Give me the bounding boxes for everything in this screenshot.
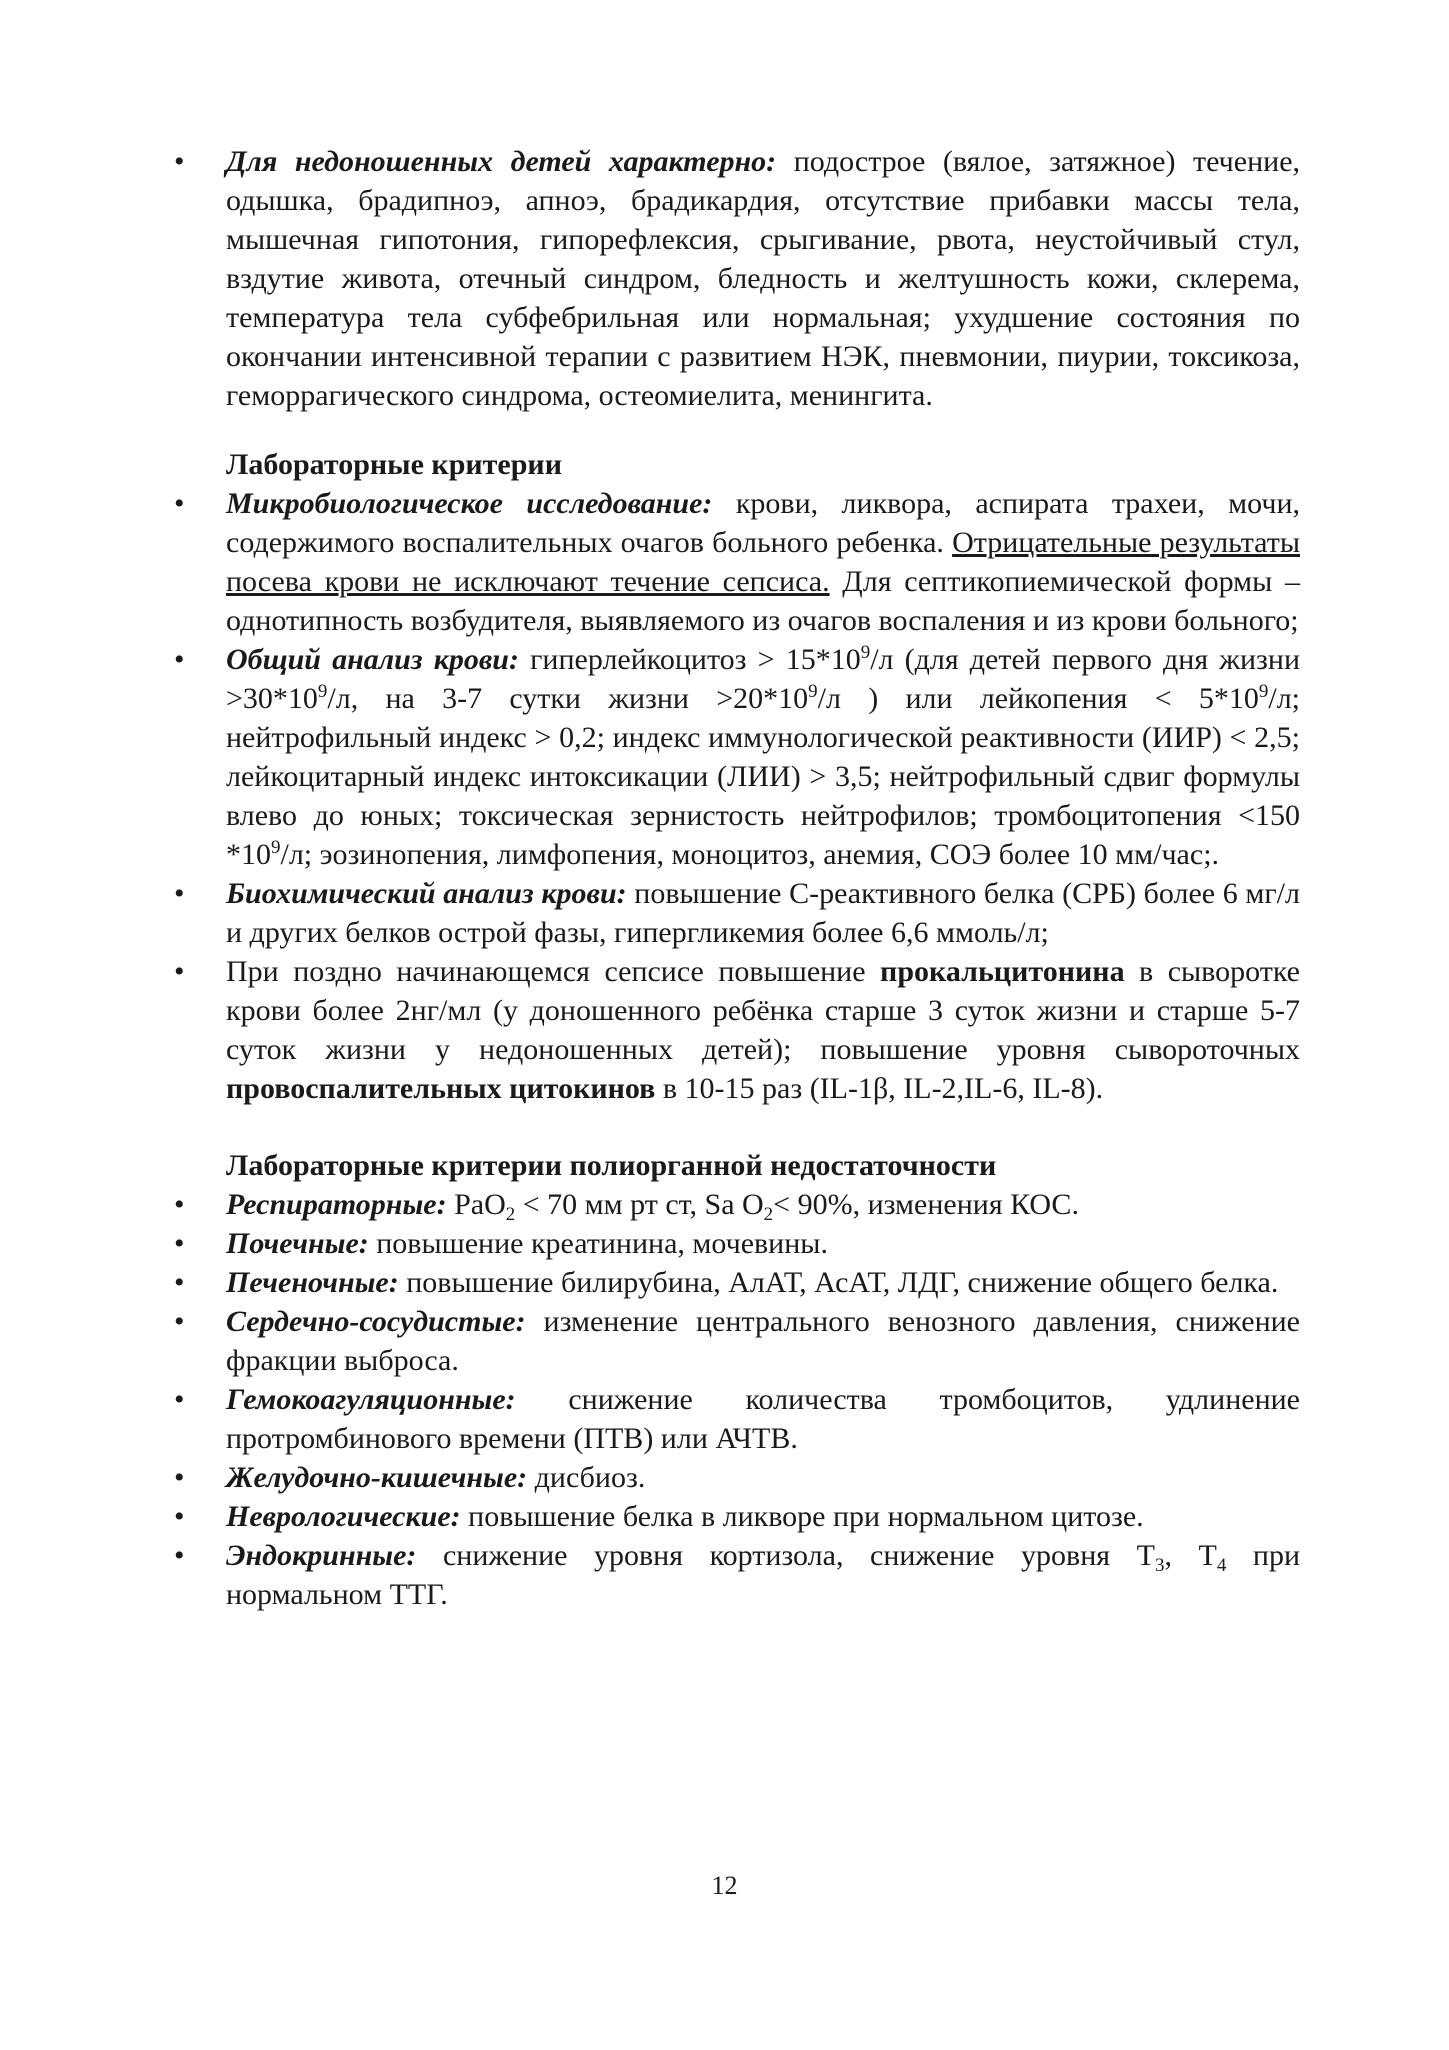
lab-criteria-heading: Лабораторные критерии [226,448,562,481]
hemo-lead: Гемокоагуляционные: [226,1383,516,1416]
renal-text: повышение креатинина, мочевины. [368,1227,828,1260]
resp-item [170,1185,1300,1224]
cbc-exp-4: 9 [1258,681,1269,702]
mof-list [170,1185,1300,1614]
resp-text-1: PaO [446,1188,506,1221]
cbc-lead: Общий анализ крови: [226,643,519,676]
pct-text-2: в сыворотке крови более 2нг/мл (у доношенного ребёнка старше 3 суток жизни и старше 5-7 суток жизни у недоношенных детей); повышение уровня сывороточных [226,955,1300,1066]
micro-text-2: Для септикопиемической формы – однотипность возбудителя, выявляемого из очагов воспаления и из крови больного; [226,565,1300,637]
gi-item [170,1458,1300,1497]
resp-text-3: < 90%, изменения КОС. [773,1188,1079,1221]
endo-text-2: , Т [1164,1539,1217,1572]
neuro-text: повышение белка в ликворе при нормальном цитозе. [460,1500,1144,1533]
cbc-exp-5: 9 [271,837,281,858]
micro-text: крови, ликвора, аспирата трахеи, мочи, содержимого воспалительных очагов больного ребенка. [226,487,1300,559]
cbc-text-3: /л, на 3-7 сутки жизни >20*10 [327,682,809,715]
resp-sub-1: 2 [505,1204,516,1225]
hepatic-item [170,1263,1300,1302]
resp-lead: Респираторные: [226,1188,447,1221]
micro-underlined-text: Отрицательные результаты посева крови не исключают течение сепсиса. [226,526,1300,598]
endo-text-1: снижение уровня кортизола, снижение уровня Т [416,1539,1155,1572]
mof-heading: Лабораторные критерии полиорганной недостаточности [226,1149,997,1182]
pct-text-3: в 10-15 раз (IL-1β, IL-2,IL-6, IL-8). [655,1072,1104,1105]
cardio-text: изменение центрального венозного давления, снижение фракции выброса. [226,1305,1300,1377]
procalcitonin-item [170,952,1300,1108]
page-content [170,142,1300,1614]
micro-item [170,484,1300,640]
pct-bold-2: провоспалительных цитокинов [226,1072,656,1105]
hepatic-text: повышение билирубина, АлАТ, АсАТ, ЛДГ, снижение общего белка. [398,1266,1279,1299]
cbc-exp-3: 9 [808,681,818,702]
biochem-item [170,874,1300,952]
neuro-lead: Неврологические: [226,1500,461,1533]
endo-item [170,1536,1300,1614]
cbc-text-6: /л; эозинопения, лимфопения, моноцитоз, анемия, СОЭ более 10 мм/час;. [280,838,1220,871]
cbc-exp-1: 9 [860,642,871,663]
cbc-text-1: гиперлейкоцитоз > 15*10 [518,643,861,676]
biochem-lead: Биохимический анализ крови: [226,877,627,910]
preterm-list [170,142,1300,415]
resp-sub-2: 2 [763,1204,774,1225]
preterm-lead: Для недоношенных детей характерно: [226,145,777,178]
cardio-lead: Сердечно-сосудистые: [226,1305,526,1338]
gi-lead: Желудочно-кишечные: [226,1461,528,1494]
lab-criteria-list [170,484,1300,1108]
cbc-exp-2: 9 [317,681,328,702]
renal-item [170,1224,1300,1263]
hepatic-lead: Печеночные: [226,1266,399,1299]
cbc-text-2: /л (для детей первого дня жизни >30*10 [226,643,1300,715]
endo-lead: Эндокринные: [226,1539,417,1572]
renal-lead: Почечные: [226,1227,369,1260]
pct-bold-1: прокальцитонина [880,955,1125,988]
cbc-item [170,640,1300,874]
biochem-text: повышение С-реактивного белка (СРБ) более 6 мг/л и других белков острой фазы, гипергликемия более 6,6 ммоль/л; [226,877,1300,949]
cardio-item [170,1302,1300,1380]
pct-text-1: При поздно начинающемся сепсисе повышение [226,955,881,988]
endo-sub-1: 3 [1154,1555,1165,1576]
page-number: 12 [711,1871,738,1900]
endo-text-3: при нормальном ТТГ. [226,1539,1301,1611]
cbc-text-5: /л; нейтрофильный индекс > 0,2; индекс иммунологической реактивности (ИИР) < 2,5; лейкоцитарный индекс интоксикации (ЛИИ) > 3,5; нейтрофильный сдвиг формулы влево до юных; токсическая зернистость нейтрофилов; тромбоцитопения <150 *10 [226,682,1300,871]
micro-lead: Микробиологическое исследование: [226,487,713,520]
hemo-item [170,1380,1300,1458]
resp-text-2: < 70 мм рт ст, Sa O [515,1188,764,1221]
hemo-text: снижение количества тромбоцитов, удлинение протромбинового времени (ПТВ) или АЧТВ. [226,1383,1300,1455]
gi-text: дисбиоз. [527,1461,646,1494]
endo-sub-2: 4 [1216,1555,1227,1576]
cbc-text-4: /л ) или лейкопения < 5*10 [817,682,1259,715]
neuro-item [170,1497,1300,1536]
preterm-item [170,142,1300,415]
preterm-text: подострое (вялое, затяжное) течение, одышка, брадипноэ, апноэ, брадикардия, отсутствие прибавки массы тела, мышечная гипотония, гипорефлексия, срыгивание, рвота, неустойчивый стул, вздутие живота, отечный синдром, бледность и желтушность кожи, склерема, температура тела субфебрильная или нормальная; ухудшение состояния по окончании интенсивной терапии с развитием НЭК, пневмонии, пиурии, токсикоза, геморрагического синдрома, остеомиелита, менингита. [226,145,1301,412]
